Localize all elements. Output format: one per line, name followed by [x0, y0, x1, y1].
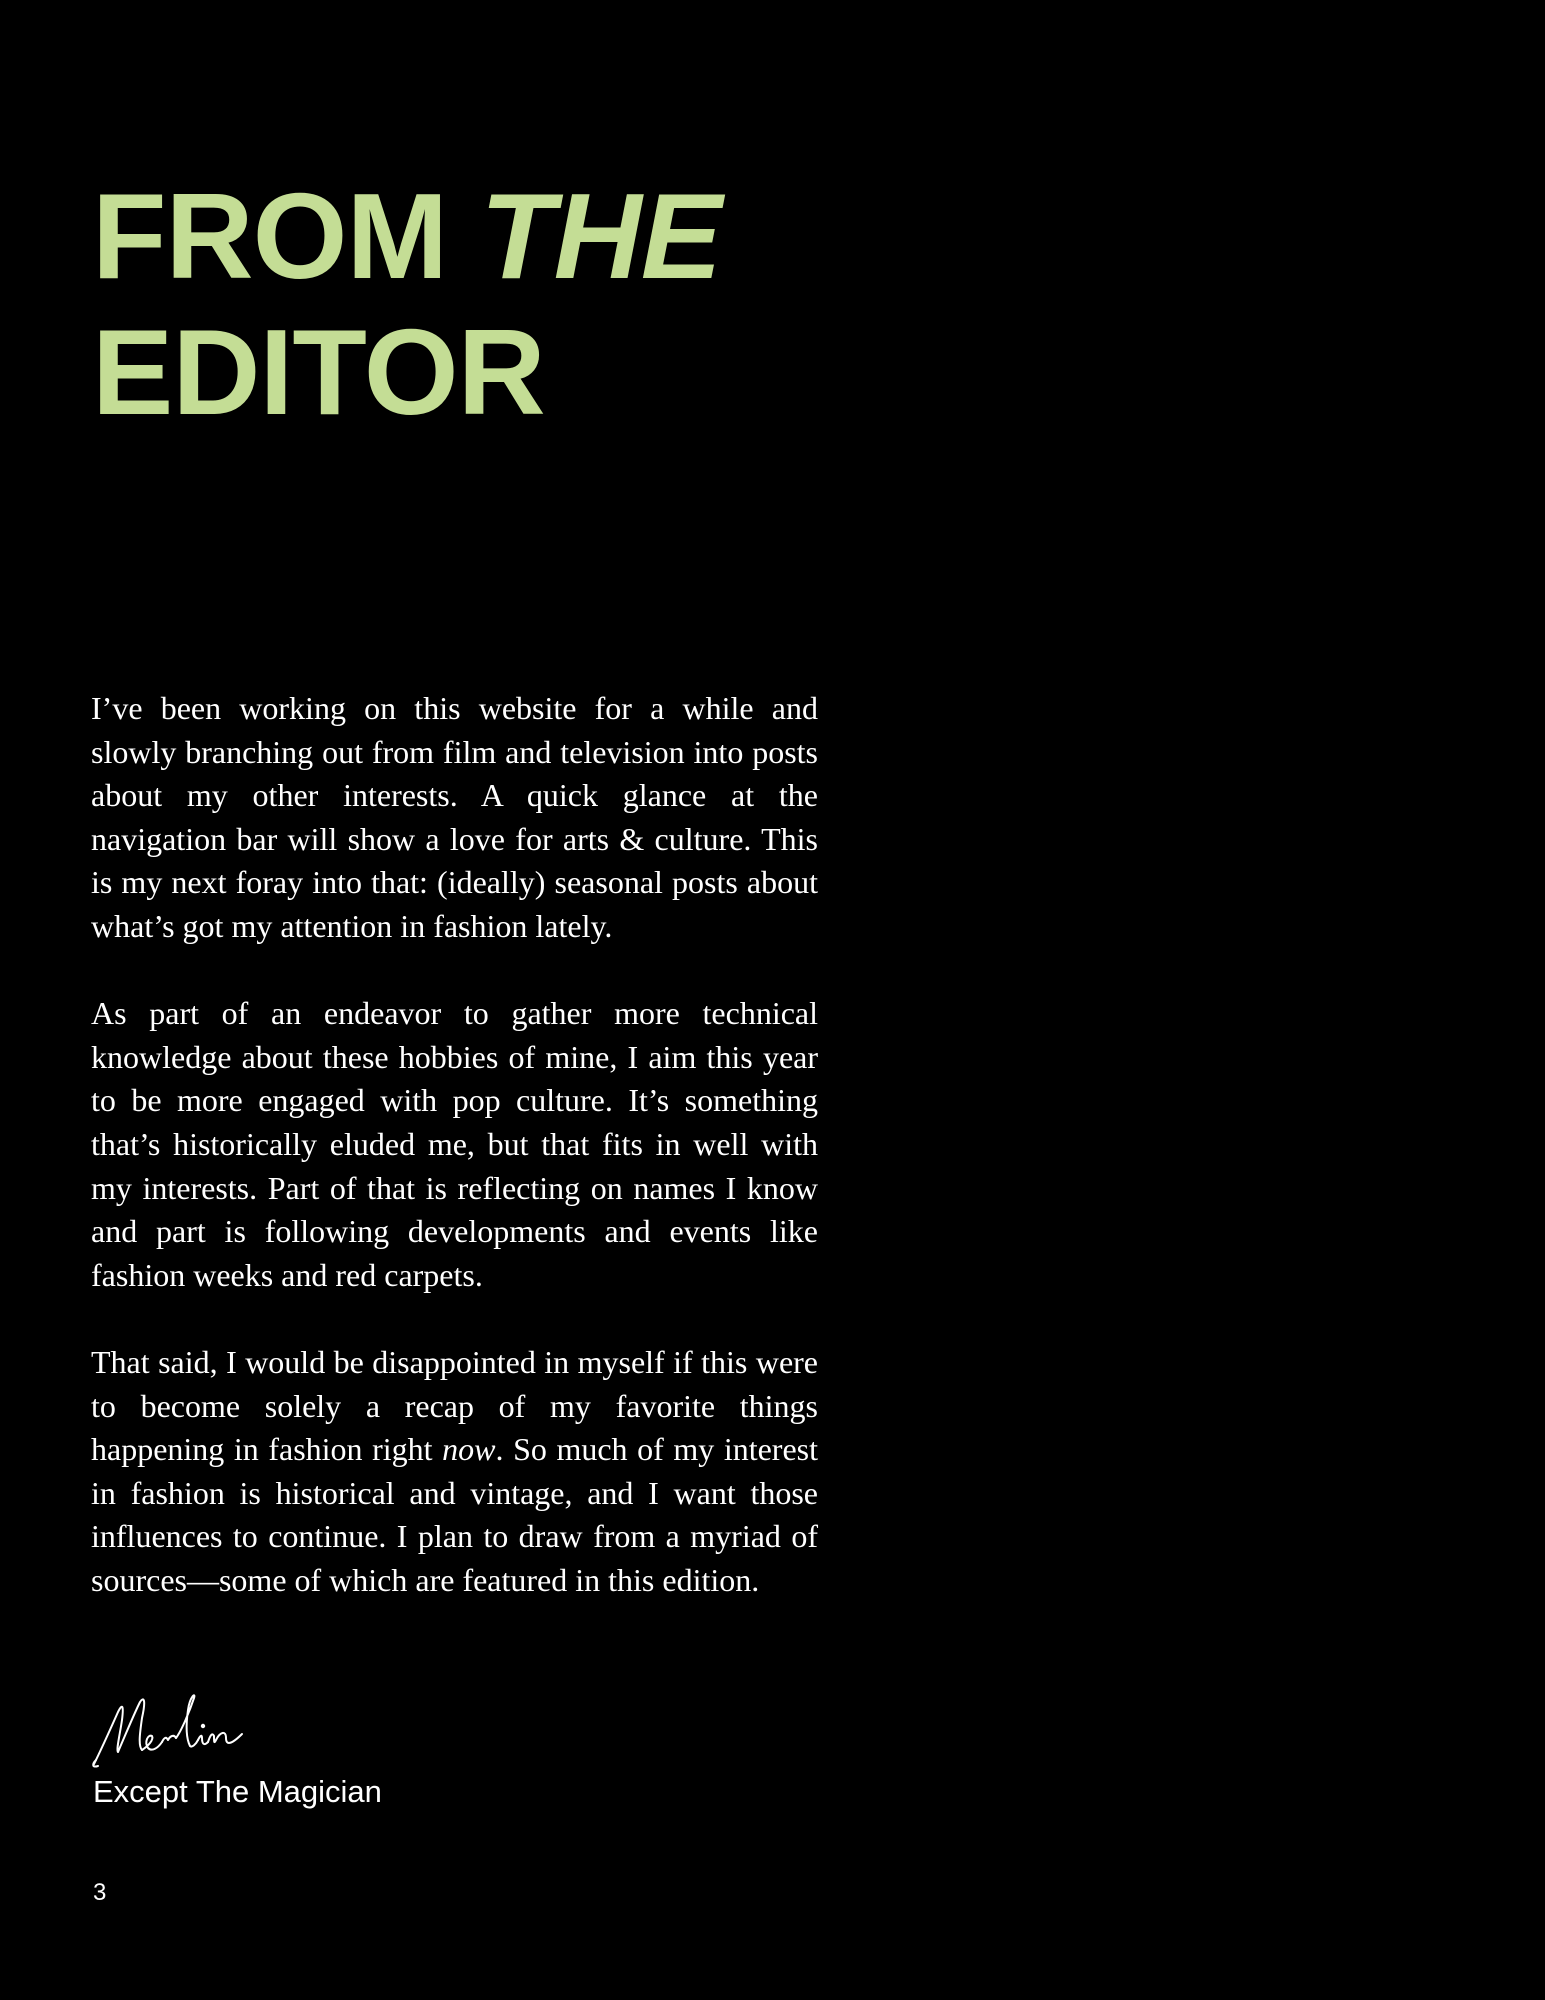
paragraph-3-after: . So much of my interest in fashion is historical and vintage, and I want those influences to continue. I plan to draw from a myriad of sources—some of which are featured in this edition. — [91, 1431, 818, 1598]
title-word-from: FROM — [92, 168, 448, 304]
paragraph-2: As part of an endeavor to gather more technical knowledge about these hobbies of mine, I aim this year to be more engaged with pop culture. It’s something that’s historically eluded me, but that fits in well with my interests. Part of that is reflecting on names I know and part is following developments and events like fashion weeks and red carpets. — [91, 995, 818, 1293]
title-word-the: THE — [480, 168, 722, 304]
paragraph-3 — [91, 1341, 818, 1603]
paragraph-3-before: That said, I would be disappointed in myself if this were to become solely a recap of my favorite things happening in fashion right — [91, 1343, 818, 1468]
page-title — [92, 168, 721, 440]
title-line-1 — [92, 168, 721, 304]
title-word-editor: EDITOR — [92, 304, 545, 440]
signature-drawing — [90, 1690, 260, 1770]
handwritten-signature — [90, 1690, 260, 1770]
page-number: 3 — [93, 1879, 107, 1906]
letter-body — [91, 687, 818, 1602]
paragraph-1: I’ve been working on this website for a while and slowly branching out from film and television into posts about my other interests. A quick glance at the navigation bar will show a love for arts & culture. This is my next foray into that: (ideally) seasonal posts about what’s got my attention in fashion lately. — [91, 690, 818, 944]
paragraph-3-emphasis: now — [442, 1431, 496, 1468]
signature-name: Except The Magician — [93, 1774, 382, 1809]
